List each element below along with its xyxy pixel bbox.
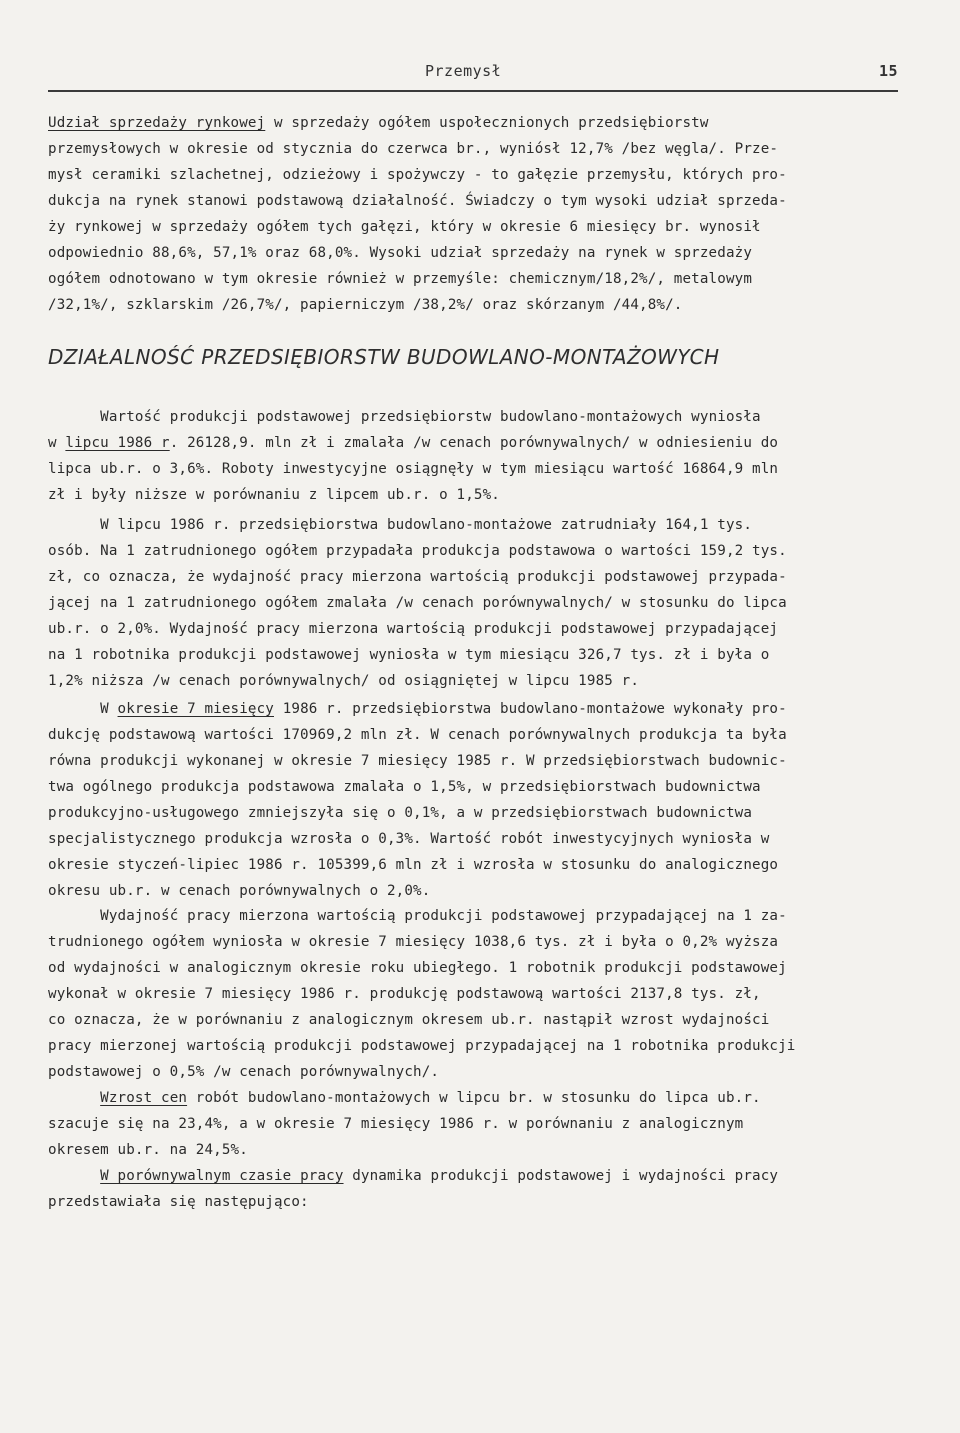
- paragraph-text: dynamika produkcji podstawowej i wydajności pracy przedstawiała się następująco:: [48, 1168, 779, 1210]
- paragraph-production-value: [48, 404, 898, 508]
- page-number: 15: [878, 62, 898, 80]
- paragraph-comparable-time: [48, 1163, 898, 1215]
- paragraph-text: robót budowlano-montażowych w lipcu br. w stosunku do lipca ub.r. szacuje się na 23,4%, a w okresie 7 miesięcy 1986 r. w porównaniu z analogicznym okresem ub.r. na 24,5%.: [48, 1090, 761, 1158]
- header-rule: [48, 90, 898, 92]
- paragraph-lead-underlined: W porównywalnym czasie pracy: [100, 1168, 344, 1184]
- paragraph-lead-underlined: lipcu 1986 r: [65, 435, 170, 451]
- paragraph-text: 1986 r. przedsiębiorstwa budowlano-montażowe wykonały pro- dukcję podstawową wartości 170969,2 mln zł. W cenach porównywalnych produkcja ta była równa produkcji wykonanej w okresie 7 miesięcy 1985 r. W przedsiębiorstwach budownic- twa ogólnego produkcja podstawowa zmalała o 1,5%, w przedsiębiorstwach budownictwa produkcyjno-usługowego zmniejszyła się o 0,1%, a w przedsiębiorstwach budownictwa specjalistycznego produkcja wzrosła o 0,3%. Wartość robót inwestycyjnych wyniosła w okresie styczeń-lipiec 1986 r. 105399,6 mln zł i wzrosła w stosunku do analogicznego okresu ub.r. w cenach porównywalnych o 2,0%.: [48, 701, 787, 899]
- section-heading: DZIAŁALNOŚĆ PRZEDSIĘBIORSTW BUDOWLANO-MONTAŻOWYCH: [48, 345, 720, 369]
- paragraph-seven-months: [48, 696, 898, 904]
- paragraph-text-pre: Wartość produkcji podstawowej przedsiębiorstw budowlano-montażowych wyniosła w: [48, 409, 761, 451]
- paragraph-lead-underlined: Wzrost cen: [100, 1090, 188, 1106]
- paragraph-employment: [48, 512, 898, 694]
- paragraph-lead-underlined: Udział sprzedaży rynkowej: [48, 115, 266, 131]
- paragraph-text: . 26128,9. mln zł i zmalała /w cenach porównywalnych/ w odniesieniu do lipca ub.r. o 3,6%. Roboty inwestycyjne osiągnęły w tym miesiącu wartość 16864,9 mln zł i były niższe w porównaniu z lipcem ub.r. o 1,5%.: [48, 435, 779, 503]
- paragraph-text-pre: W: [48, 701, 118, 717]
- page-header: [48, 60, 898, 90]
- paragraph-text-pre: [48, 1090, 100, 1106]
- paragraph-price-growth: [48, 1085, 898, 1163]
- paragraph-text-pre: [48, 1168, 100, 1184]
- paragraph-lead-underlined: okresie 7 miesięcy: [117, 701, 274, 717]
- running-title: Przemysł: [425, 62, 502, 80]
- paragraph-market-sales: [48, 110, 898, 318]
- paragraph-productivity: [48, 903, 898, 1085]
- paragraph-text: W lipcu 1986 r. przedsiębiorstwa budowlano-montażowe zatrudniały 164,1 tys. osób. Na 1 zatrudnionego ogółem przypadała produkcja podstawowa o wartości 159,2 tys. zł, co oznacza, że wydajność pracy mierzona wartością produkcji podstawowej przypada- jącej na 1 zatrudnionego ogółem zmalała /w cenach porównywalnych/ w stosunku do lipca ub.r. o 2,0%. Wydajność pracy mierzona wartością produkcji podstawowej przypadającej na 1 robotnika produkcji podstawowej wyniosła w tym miesiącu 326,7 tys. zł i była o 1,2% niższa /w cenach porównywalnych/ od osiągniętej w lipcu 1985 r.: [48, 517, 787, 689]
- paragraph-text: w sprzedaży ogółem uspołecznionych przedsiębiorstw przemysłowych w okresie od stycznia do czerwca br., wyniósł 12,7% /bez węgla/. Prze- mysł ceramiki szlachetnej, odzieżowy i spożywczy - to gałęzie przemysłu, których pro- dukcja na rynek stanowi podstawową działalność. Świadczy o tym wysoki udział sprzeda- ży rynkowej w sprzedaży ogółem tych gałęzi, który w okresie 6 miesięcy br. wynosił odpowiednio 88,6%, 57,1% oraz 68,0%. Wysoki udział sprzedaży na rynek w sprzedaży ogółem odnotowano w tym okresie również w przemyśle: chemicznym/18,2%/, metalowym /32,1%/, szklarskim /26,7%/, papierniczym /38,2%/ oraz skórzanym /44,8%/.: [48, 115, 787, 313]
- paragraph-text: Wydajność pracy mierzona wartością produkcji podstawowej przypadającej na 1 za- trudnionego ogółem wyniosła w okresie 7 miesięcy 1038,6 tys. zł i była o 0,2% wyższa od wydajności w analogicznym okresie roku ubiegłego. 1 robotnik produkcji podstawowej wykonał w okresie 7 miesięcy 1986 r. produkcję podstawową wartości 2137,8 tys. zł, co oznacza, że w porównaniu z analogicznym okresem ub.r. nastąpił wzrost wydajności pracy mierzonej wartością produkcji podstawowej przypadającej na 1 robotnika produkcji podstawowej o 0,5% /w cenach porównywalnych/.: [48, 908, 796, 1080]
